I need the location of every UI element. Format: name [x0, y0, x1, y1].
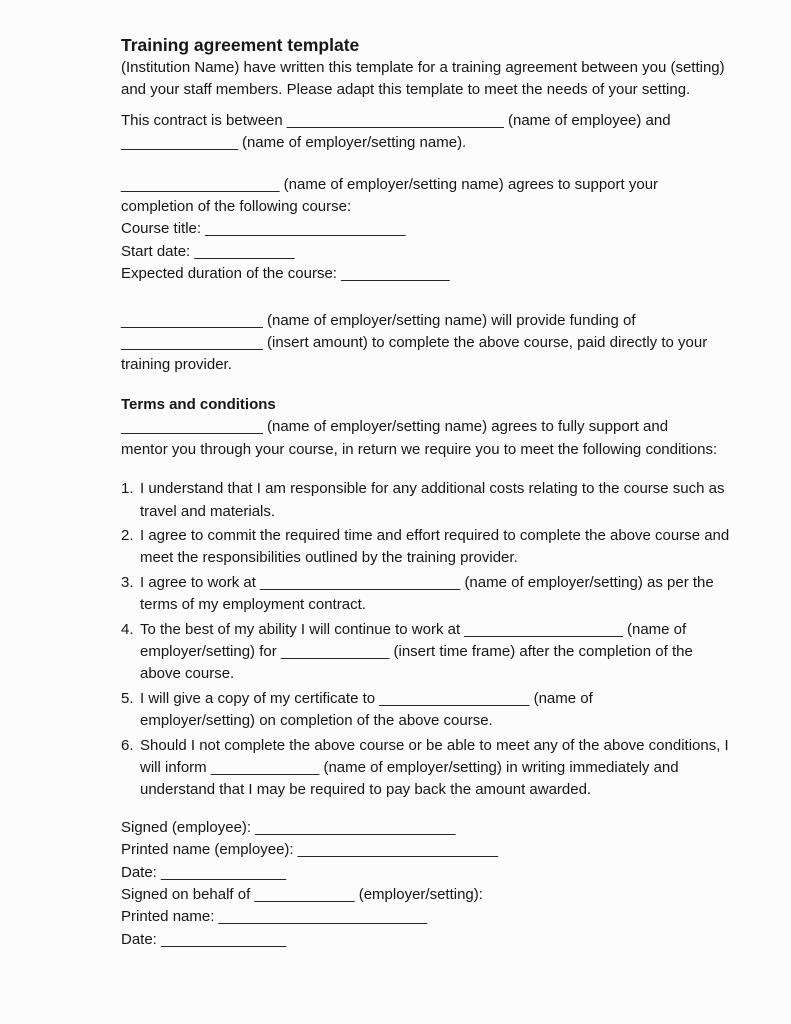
terms-intro-line: _________________ (name of employer/setting name) agrees to fully support and: [121, 418, 669, 436]
signed-on-behalf-field: Signed on behalf of ____________ (employer/setting):: [121, 886, 483, 903]
date-employer-field: Date: _______________: [121, 930, 287, 948]
signed-employee-field: Signed (employee): ________________________: [121, 818, 456, 836]
condition-line: travel and materials.: [140, 502, 276, 520]
condition-line: Should I not complete the above course or be able to meet any of the above conditions, I: [140, 736, 729, 754]
funding-line: training provider.: [121, 356, 232, 374]
condition-item-4: [121, 619, 706, 686]
condition-number: 2.: [121, 526, 134, 544]
course-support-line: ___________________ (name of employer/setting name) agrees to support your: [121, 175, 659, 193]
condition-line: employer/setting) on completion of the above course.: [140, 712, 493, 730]
course-title-field: Course title: ________________________: [121, 220, 406, 238]
expected-duration-field: Expected duration of the course: _____________: [121, 265, 450, 283]
condition-text: [140, 688, 706, 733]
condition-number: 5.: [121, 689, 134, 707]
condition-line: I agree to work at ________________________ (name of employer/setting) as per the: [140, 573, 714, 591]
condition-line: will inform _____________ (name of employer/setting) in writing immediately and: [140, 758, 679, 776]
contract-line: ______________ (name of employer/setting name).: [121, 134, 467, 152]
intro-line: (Institution Name) have written this template for a training agreement between you (setting): [121, 59, 725, 76]
condition-number: 6.: [121, 736, 134, 754]
document-title: Training agreement template: [121, 35, 360, 55]
condition-text: [140, 735, 729, 802]
condition-line: To the best of my ability I will continue to work at ___________________ (name of: [140, 620, 687, 638]
printed-name-employee-field: Printed name (employee): ________________________: [121, 841, 498, 859]
condition-line: terms of my employment contract.: [140, 596, 366, 614]
condition-item-6: [121, 735, 729, 802]
contract-line: This contract is between __________________________ (name of employee) and: [121, 111, 671, 129]
funding-line: _________________ (insert amount) to complete the above course, paid directly to your: [121, 334, 708, 352]
funding-paragraph: [121, 310, 706, 377]
contract-parties-paragraph: [121, 110, 706, 155]
condition-text: [140, 572, 714, 617]
intro-line: and your staff members. Please adapt this template to meet the needs of your setting.: [121, 81, 691, 99]
condition-line: understand that I may be required to pay back the amount awarded.: [140, 781, 592, 799]
course-details-paragraph: [121, 174, 706, 286]
date-employee-field: Date: _______________: [121, 863, 287, 881]
condition-item-3: [121, 572, 714, 617]
condition-text: [140, 525, 730, 570]
intro-paragraph: [121, 57, 725, 102]
condition-item-5: [121, 688, 706, 733]
document-page: [121, 33, 730, 951]
conditions-list: [121, 478, 730, 802]
condition-number: 1.: [121, 480, 134, 498]
condition-line: I will give a copy of my certificate to __________________ (name of: [140, 689, 593, 707]
terms-intro-line: mentor you through your course, in return we require you to meet the following conditions:: [121, 440, 718, 458]
condition-text: [140, 619, 706, 686]
signature-block: [121, 817, 706, 951]
condition-line: above course.: [140, 665, 235, 683]
condition-line: employer/setting) for _____________ (insert time frame) after the completion of the: [140, 642, 693, 660]
condition-line: meet the responsibilities outlined by the training provider.: [140, 549, 518, 567]
terms-intro-paragraph: [121, 416, 718, 461]
condition-text: [140, 478, 725, 523]
start-date-field: Start date: ____________: [121, 242, 295, 260]
condition-item-2: [121, 525, 730, 570]
condition-item-1: [121, 478, 725, 523]
terms-and-conditions-heading: Terms and conditions: [121, 395, 276, 413]
condition-line: I understand that I am responsible for any additional costs relating to the course such as: [140, 480, 725, 498]
course-completion-line: completion of the following course:: [121, 198, 352, 216]
printed-name-employer-field: Printed name: _________________________: [121, 908, 428, 926]
condition-number: 3.: [121, 573, 134, 591]
condition-number: 4.: [121, 620, 134, 638]
funding-line: _________________ (name of employer/setting name) will provide funding of: [121, 311, 636, 329]
condition-line: I agree to commit the required time and effort required to complete the above course and: [140, 526, 730, 544]
